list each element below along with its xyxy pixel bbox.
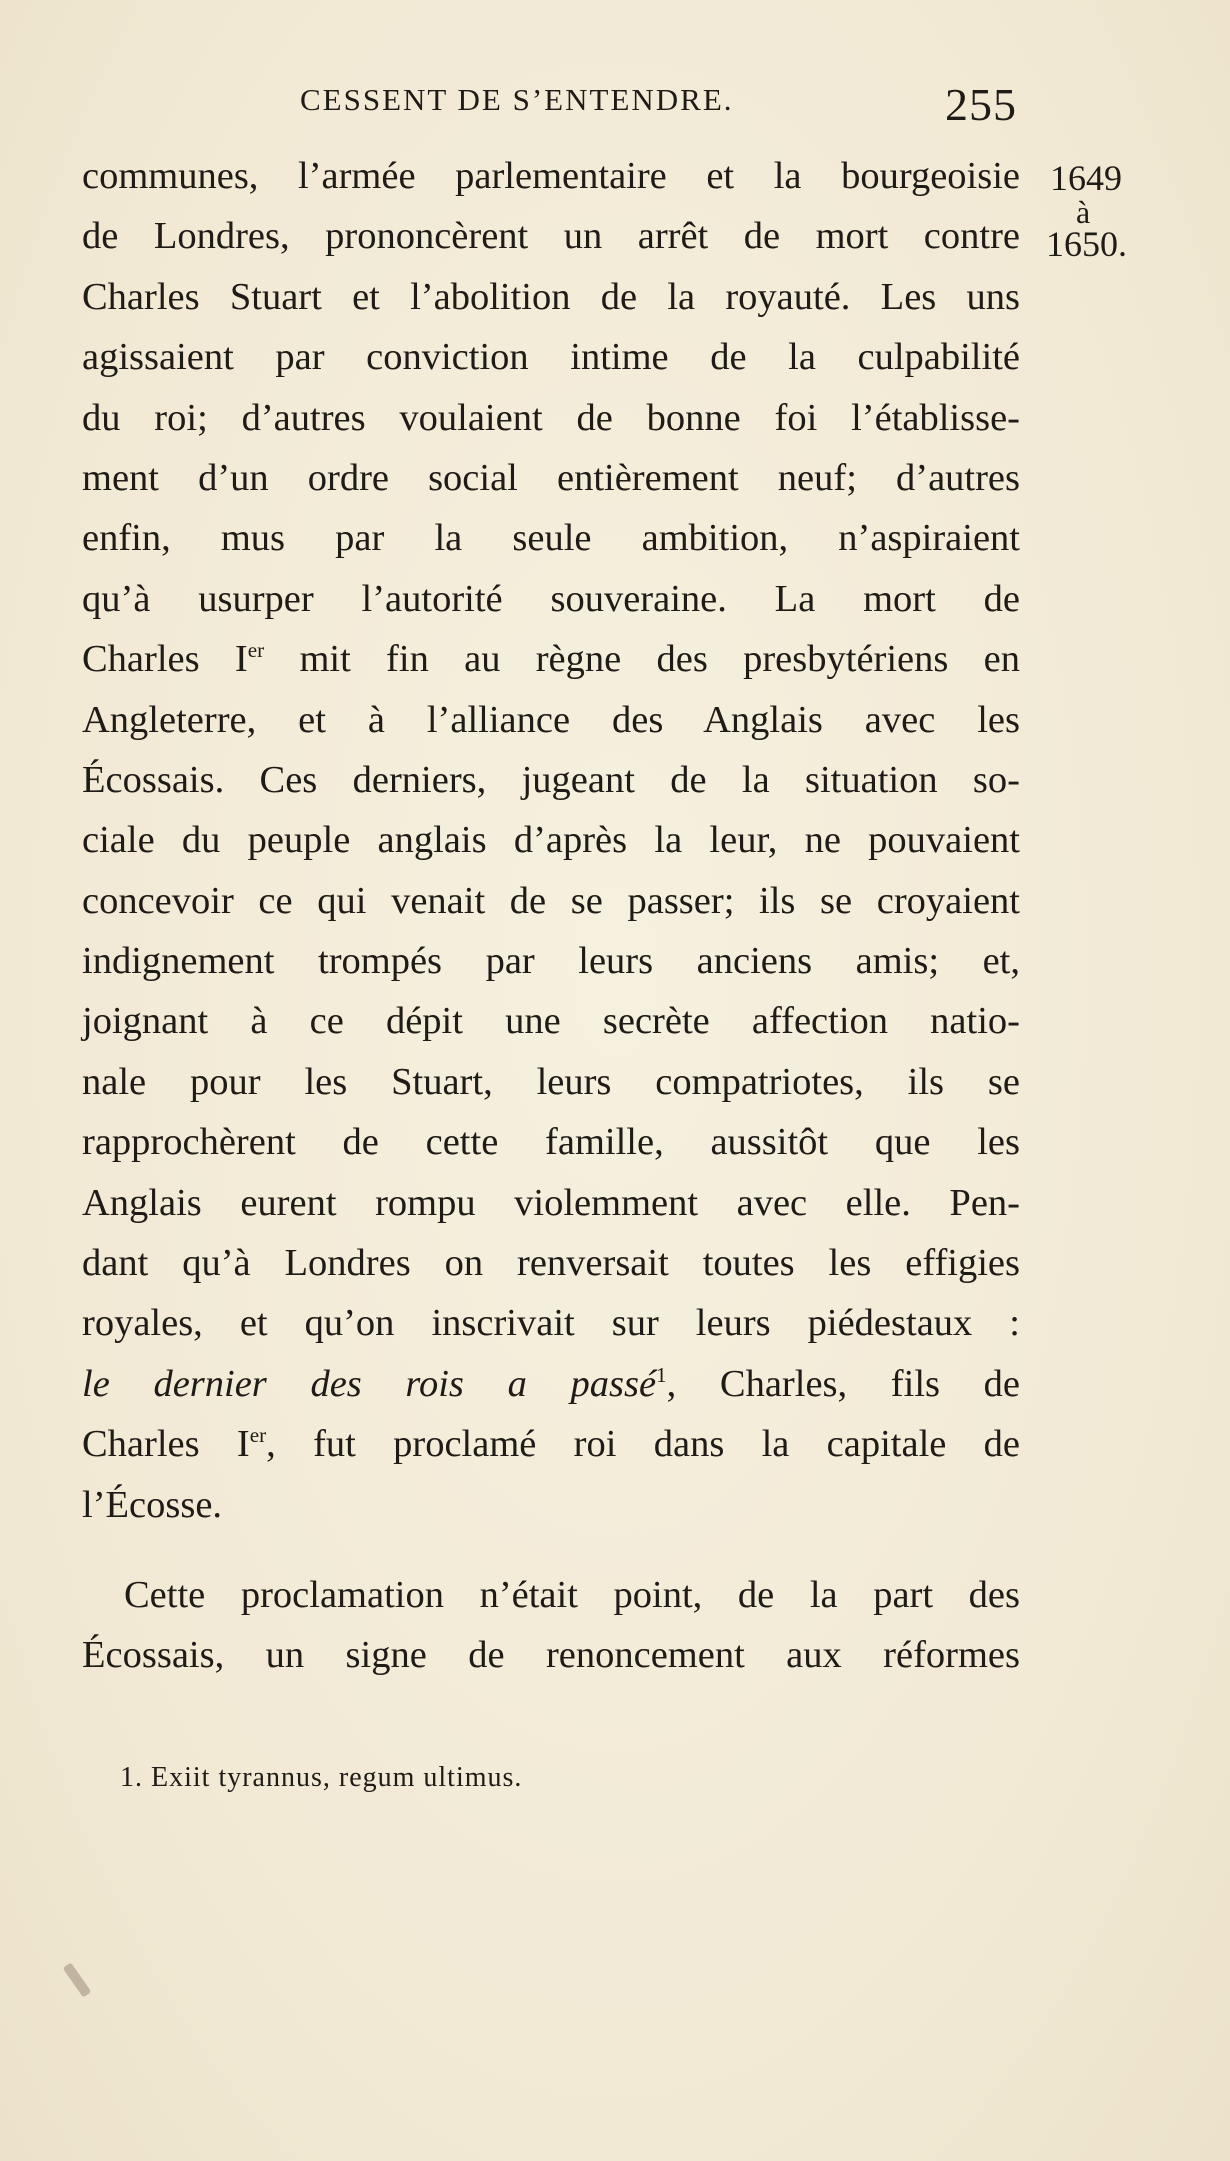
italic-quote: le dernier des rois a passé	[82, 1362, 657, 1405]
margin-date-start: 1649	[1050, 158, 1122, 198]
paragraph-gap	[82, 1535, 1020, 1565]
text-line: rapprochèrent de cette famille, aussitôt que les	[82, 1121, 1020, 1164]
text-line: communes, l’armée parlementaire et la bourgeoisie	[82, 155, 1020, 197]
footnote: 1. Exiit tyrannus, regum ultimus.	[120, 1762, 523, 1793]
ink-stain	[63, 1962, 92, 1997]
text-line: Anglais eurent rompu violemment avec elle. Pen-	[82, 1181, 1020, 1224]
text-fragment: , Charles, fils de	[666, 1362, 1021, 1405]
text-line: agissaient par conviction intime de la culpabilité	[82, 336, 1020, 379]
margin-date-separator: à	[1076, 194, 1091, 230]
text-line: Écossais. Ces derniers, jugeant de la situation so-	[82, 758, 1020, 801]
text-line: ciale du peuple anglais d’après la leur, ne pouvaient	[82, 819, 1020, 862]
text-line	[82, 629, 1020, 689]
text-line: Cette proclamation n’était point, de la part des	[124, 1573, 1020, 1616]
running-head: CESSENT DE S’ENTENDRE.	[300, 82, 734, 117]
text-line	[82, 1414, 1020, 1474]
text-fragment: , fut proclamé roi dans la capitale de	[266, 1423, 1020, 1466]
text-line: de Londres, prononcèrent un arrêt de mort contre	[82, 215, 1020, 258]
page-number: 255	[945, 79, 1017, 130]
text-fragment: mit fin au règne des presbytériens en	[299, 638, 1020, 681]
text-line: du roi; d’autres voulaient de bonne foi l’établisse-	[82, 396, 1020, 439]
text-line: nale pour les Stuart, leurs compatriotes, ils se	[82, 1060, 1020, 1103]
text-line: Charles Stuart et l’abolition de la royauté. Les uns	[82, 275, 1020, 318]
superscript-er: er	[249, 1423, 267, 1448]
roman-numeral: I	[236, 1423, 250, 1466]
roman-numeral: I	[234, 638, 248, 681]
text-fragment: Charles	[82, 1423, 200, 1466]
text-line: qu’à usurper l’autorité souveraine. La mort de	[82, 577, 1020, 620]
text-line: enfin, mus par la seule ambition, n’aspiraient	[82, 517, 1020, 560]
text-line: royales, et qu’on inscrivait sur leurs piédestaux :	[82, 1302, 1020, 1345]
text-fragment: Charles	[82, 638, 200, 681]
text-line: dant qu’à Londres on renversait toutes les effigies	[82, 1242, 1020, 1285]
body-text	[82, 146, 1020, 1686]
text-line: Angleterre, et à l’alliance des Anglais avec les	[82, 698, 1020, 741]
text-line	[82, 1354, 1020, 1414]
text-line: indignement trompés par leurs anciens amis; et,	[82, 940, 1020, 983]
text-line: Écossais, un signe de renoncement aux réformes	[82, 1634, 1020, 1677]
text-line: ment d’un ordre social entièrement neuf; d’autres	[82, 456, 1020, 499]
text-line: l’Écosse.	[82, 1483, 223, 1526]
text-line: joignant à ce dépit une secrète affection natio-	[82, 1000, 1020, 1043]
margin-date-end: 1650.	[1046, 224, 1127, 264]
footnote-marker: 1	[656, 1362, 667, 1387]
text-line: concevoir ce qui venait de se passer; ils se croyaient	[82, 879, 1020, 922]
superscript-er: er	[247, 638, 265, 663]
